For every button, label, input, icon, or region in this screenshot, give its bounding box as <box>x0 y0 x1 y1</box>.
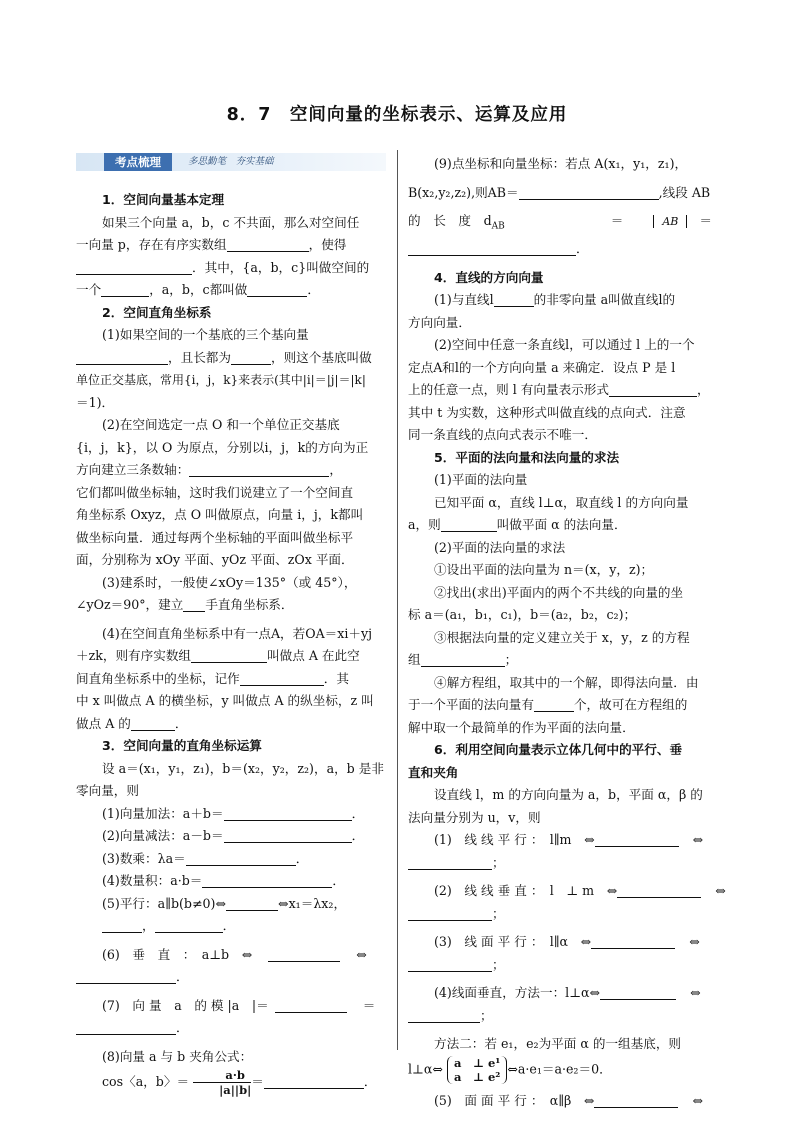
para-line: 于一个平面的法向量有 个，故可在方程组的 <box>408 697 688 713</box>
para-line: ； <box>408 954 718 977</box>
formula-line: cos〈a，b〉＝ $\frac{a\cdot b}{|a||b|}$ ＝ ． <box>102 1068 377 1097</box>
para-line: (2)向量减法：a－b＝ ． <box>102 828 365 843</box>
blank[interactable] <box>594 1093 678 1108</box>
para-line: 单位正交基底，常用{i，j，k}来表示(其中|i|＝|j|＝|k| <box>76 373 366 387</box>
para-line: ∠yOz＝90°，建立 手直角坐标系． <box>76 597 294 612</box>
para-line: 零向量，则 <box>76 783 139 798</box>
para-line: (9)点坐标和向量坐标：若点 A(x₁，y₁，z₁)， <box>434 156 688 171</box>
para-line: (1)如果空间的一个基底的三个基向量 <box>102 327 309 342</box>
para-line: 中 x 叫做点 A 的横坐标，y 叫做点 A 的纵坐标，z 叫 <box>76 693 374 708</box>
blank[interactable] <box>231 350 271 365</box>
para-line: 定点A和l的一个方向向量 a 来确定．设点 P 是 l <box>408 359 676 375</box>
section-banner <box>76 153 386 171</box>
para-line: 组 ； <box>408 652 518 668</box>
para-line: 方法二：若 e₁，e₂为平面 α 的一组基底，则 <box>434 1036 682 1052</box>
right-column <box>408 153 726 1112</box>
para-line: ①设出平面的法向量为 n＝(x，y，z)； <box>434 562 654 578</box>
column-divider <box>397 150 398 1050</box>
para-line: ．其中，{a，b，c}叫做空间的 <box>76 257 386 280</box>
blank[interactable] <box>408 957 492 972</box>
blank[interactable] <box>76 1020 176 1035</box>
blank[interactable] <box>268 947 340 962</box>
blank[interactable] <box>202 873 332 888</box>
para-line: 已知平面 α，直线 l⊥α，取直线 l 的方向向量 <box>434 494 689 510</box>
para-line: ＋zk，则有序实数组 叫做点 A 在此空 <box>76 648 360 663</box>
para-line: 角坐标系 Oxyz，点 O 叫做原点，向量 i，j，k都叫 <box>76 507 364 522</box>
heading-6: 6．利用空间向量表示立体几何中的平行、垂 <box>434 742 683 758</box>
para-line: 面，分别称为 xOy 平面、yOz 平面、zOx 平面． <box>76 552 354 567</box>
para-line: ③根据法向量的定义建立关于 x，y，z 的方程 <box>434 629 690 645</box>
para-line: 其中 t 为实数，这种形式叫做直线的点向式．注意 <box>408 404 686 420</box>
para-line: ； <box>408 903 718 926</box>
blank[interactable] <box>76 969 176 984</box>
blank[interactable] <box>189 462 329 477</box>
para-line: (5)平行：a∥b(b≠0)⇔ ⇔x₁＝λx₂， <box>102 895 347 911</box>
para-line: (3) 线 面 平 行 ： l∥α ⇔ ⇔ <box>434 934 700 950</box>
blank[interactable] <box>240 671 324 686</box>
para-line: 同一条直线的点向式表示不唯一． <box>408 427 597 443</box>
para-line: ． <box>76 1017 386 1040</box>
blank[interactable] <box>76 260 192 275</box>
para-line: (2) 线 线 垂 直 ： l ⊥ m ⇔ ⇔ <box>434 883 726 899</box>
blank[interactable] <box>408 906 492 921</box>
banner-tag: 考点梳理 <box>104 153 172 171</box>
blank[interactable] <box>102 918 142 933</box>
blank[interactable] <box>131 716 175 731</box>
para-line: ②找出(求出)平面内的两个不共线的向量的坐 <box>434 584 684 600</box>
para-line: ，且长都为 ，则这个基底叫做 <box>76 347 386 370</box>
blank[interactable] <box>226 896 278 911</box>
blank[interactable] <box>494 292 534 307</box>
para-line: ④解方程组，取其中的一个解，即得法向量．由 <box>434 674 699 690</box>
heading-5: 5．平面的法向量和法向量的求法 <box>434 449 620 465</box>
para-line: (5) 面 面 平 行 ： α∥β ⇔ ⇔ <box>434 1092 704 1108</box>
formula-line: l⊥α⇔ a ⊥ e¹ a ⊥ e² ⇔a·e₁＝a·e₂＝0． <box>408 1055 612 1084</box>
heading-3: 3．空间向量的直角坐标运算 <box>102 738 262 753</box>
blank[interactable] <box>264 1074 364 1089</box>
para-line: ． <box>408 238 718 261</box>
para-line: 设直线 l，m 的方向向量为 a，b，平面 α，β 的 <box>434 787 703 803</box>
para-line: (1)与直线l 的非零向量 a叫做直线l的 <box>434 292 676 308</box>
blank[interactable] <box>421 652 505 667</box>
blank[interactable] <box>183 597 205 612</box>
para-line: B(x₂,y₂,z₂),则AB＝ ,线段 AB <box>408 184 711 200</box>
blank[interactable] <box>534 697 574 712</box>
banner-slogan: 多思勤笔 夯实基础 <box>188 156 274 167</box>
para-line: (2)在空间选定一点 O 和一个单位正交基底 <box>102 417 340 432</box>
blank[interactable] <box>155 918 223 933</box>
para-line: (2)平面的法向量的求法 <box>434 539 566 555</box>
para-line: 的 长 度 $d_{AB}$ ＝ AB ＝ <box>408 213 712 232</box>
blank[interactable] <box>408 241 576 256</box>
blank[interactable] <box>247 282 307 297</box>
heading-4: 4．直线的方向向量 <box>434 269 544 285</box>
blank[interactable] <box>441 517 497 532</box>
blank[interactable] <box>519 185 659 200</box>
para-line: ， ． <box>76 915 386 938</box>
para-line: 解中取一个最简单的作为平面的法向量． <box>408 719 635 735</box>
para-line: (2)空间中任意一条直线l，可以通过 l 上的一个 <box>434 337 695 353</box>
blank[interactable] <box>224 828 352 843</box>
blank[interactable] <box>275 998 347 1013</box>
para-line: 上的任意一点，则 l 有向量表示形式 ， <box>408 382 710 398</box>
blank[interactable] <box>186 851 296 866</box>
para-line: 做点 A 的 ． <box>76 715 188 731</box>
heading-6-cont: 直和夹角 <box>408 764 459 780</box>
para-line: 一向量 p，存在有序实数组 ，使得 <box>76 237 347 252</box>
para-line: 它们都叫做坐标轴，这时我们说建立了一个空间直 <box>76 484 354 500</box>
para-line: 法向量分别为 u，v，则 <box>408 809 541 825</box>
para-line: 一个 ，a，b，c都叫做 ． <box>76 282 320 297</box>
para-line: 标 a＝(a₁，b₁，c₁)，b＝(a₂，b₂，c₂)； <box>408 607 637 623</box>
para-line: 做坐标向量．通过每两个坐标轴的平面叫做坐标平 <box>76 529 354 545</box>
para-line: (3)建系时，一般使∠xOy＝135°（或 45°）， <box>102 574 357 590</box>
blank[interactable] <box>617 883 701 898</box>
para-line: (4)线面垂直，方法一：l⊥α⇔ ⇔ <box>434 985 701 1001</box>
blank[interactable] <box>76 350 168 365</box>
heading-2: 2．空间直角坐标系 <box>102 304 212 320</box>
para-line: (6) 垂 直 ： a⊥b ⇔ ⇔ <box>102 946 367 962</box>
para-line: 方向建立三条数轴： ， <box>76 462 342 477</box>
para-line: 如果三个向量 a，b，c 不共面，那么对空间任 <box>102 214 360 230</box>
para-line: (4)在空间直角坐标系中有一点A，若OA＝xi＋yj <box>102 625 373 641</box>
blank[interactable] <box>595 832 679 847</box>
para-line: a，则 叫做平面 α 的法向量． <box>408 517 627 533</box>
blank[interactable] <box>609 382 697 397</box>
para-line: ＝1)． <box>76 394 115 410</box>
para-line: ； <box>408 852 718 875</box>
blank[interactable] <box>101 282 149 297</box>
blank[interactable] <box>600 985 676 1000</box>
para-line: (1)平面的法向量 <box>434 472 528 488</box>
para-line: (1) 线 线 平 行 ： l∥m ⇔ ⇔ <box>434 832 704 848</box>
blank[interactable] <box>191 648 267 663</box>
left-column <box>76 153 386 1097</box>
para-line: 间直角坐标系中的坐标，记作 ．其 <box>76 670 349 686</box>
para-line: (1)向量加法：a＋b＝ ． <box>102 805 365 821</box>
para-line: 方向向量． <box>408 314 471 330</box>
para-line: {i，j，k}，以 O 为原点，分别以i，j，k的方向为正 <box>76 439 369 455</box>
para-line: 设 a＝(x₁，y₁，z₁)，b＝(x₂，y₂，z₂)，a，b 是非 <box>102 760 384 776</box>
heading-1: 1．空间向量基本定理 <box>102 192 225 207</box>
para-line: (4)数量积：a·b＝ ． <box>102 873 345 888</box>
blank[interactable] <box>224 806 352 821</box>
para-line: ． <box>76 966 386 989</box>
para-line: ； <box>408 1005 718 1028</box>
para-line: (7) 向 量 a 的 模 |a |＝ ＝ <box>102 997 376 1013</box>
blank[interactable] <box>408 855 492 870</box>
page-title: 8．7 空间向量的坐标表示、运算及应用 <box>226 105 568 125</box>
blank[interactable] <box>227 237 309 252</box>
para-line: (8)向量 a 与 b 夹角公式： <box>102 1048 253 1064</box>
blank[interactable] <box>408 1008 480 1023</box>
para-line: (3)数乘：λa＝ ． <box>102 850 309 866</box>
blank[interactable] <box>591 934 675 949</box>
